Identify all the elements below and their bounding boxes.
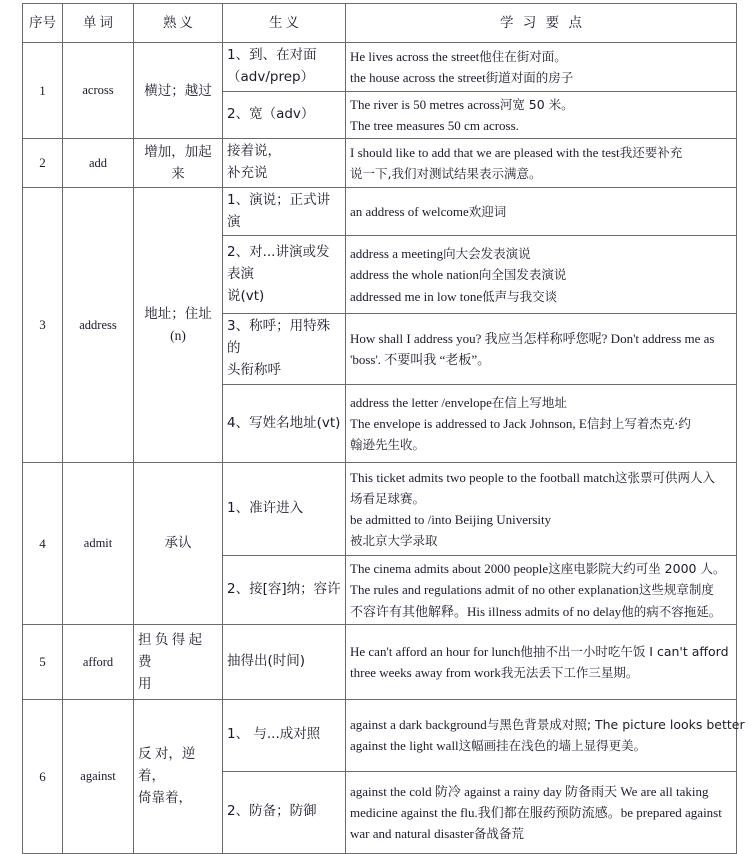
table-row [23,463,737,556]
new-meaning-cell [223,385,346,463]
study-point-line: address a meeting向大会发表演说 [350,246,531,262]
new-meaning-line: 接着说， [227,143,281,160]
word-cell: across [63,43,134,139]
study-point-line [350,488,732,509]
study-point-english: The rules and regulations admit of no other explanation [350,582,639,598]
study-point-line: The envelope is addressed to Jack Johnson, E信封上写着杰克·约 [350,415,691,431]
study-points-cell [346,43,737,92]
column-header-known-meaning: 熟义 [134,4,223,43]
study-point-english: The tree measures 50 cm across. [350,117,519,133]
study-point-english: addressed me in low tone [350,288,483,304]
study-point-line: three weeks away from work我无法丢下工作三星期。 [350,664,639,680]
study-point-english: 'boss'. 不要叫我 “老板”。 [350,352,491,368]
study-point-line [350,328,732,349]
word-cell: admit [63,463,134,625]
study-point-line: address the whole nation向全国发表演说 [350,267,567,283]
study-points-cell [346,91,737,138]
study-point-line: The rules and regulations admit of no other explanation这些规章制度 [350,582,714,598]
study-point-english: address a meeting [350,246,444,262]
new-meaning-cell [223,699,346,771]
new-meaning-cell [223,771,346,853]
study-points-cell [346,187,737,236]
new-meaning-line: （adv/prep） [227,68,315,85]
study-point-english: This ticket admits two people to the football match [350,469,615,485]
study-points-cell [346,463,737,556]
study-point-english: address the letter /envelope [350,394,492,410]
new-meaning-line: 头衔称呼 [227,362,281,379]
study-point-line: The river is 50 metres across河宽 50 米。 [350,96,574,112]
study-point-line: 不容许有其他解释。His illness admits of no delay他的病不容拖延。 [350,603,722,619]
study-point-line: I should like to add that we are pleased with the test我还要补充 [350,144,683,160]
column-header-word: 单词 [63,4,134,43]
column-header-index: 序号 [23,4,63,43]
new-meaning-cell [223,43,346,92]
study-point-line: against a dark background与黑色背景成对照; The picture looks better [350,717,745,733]
column-header-new-meaning: 生义 [223,4,346,43]
study-point-line: The cinema admits about 2000 people这座电影院大约可坐 2000 人。 [350,561,726,577]
known-meaning-cell: 承认 [134,463,223,625]
study-point-line: He lives across the street他住在街对面。 [350,48,567,64]
known-meaning-cell: 增加，加起来 [134,139,223,188]
study-point-english: an address of welcome [350,203,469,219]
study-points-cell [346,624,737,699]
study-point-line [350,781,732,802]
new-meaning-line: 3、称呼；用特殊的 [227,318,331,357]
study-point-english: address the whole nation [350,267,479,283]
new-meaning-line: 2、对...讲演或发表演 [227,244,330,283]
vocabulary-table [22,3,745,854]
study-point-english: war and natural disaster [350,825,474,841]
new-meaning-cell [223,314,346,385]
new-meaning-line: 说(vt) [227,287,265,304]
new-meaning-line: 2、接[容]纳；容许 [227,580,341,597]
study-point-line: against the light wall这幅画挂在浅色的墙上显得更美。 [350,738,647,754]
study-point-line: address the letter /envelope在信上写地址 [350,394,567,410]
new-meaning-cell [223,624,346,699]
header-row [23,4,737,43]
study-point-english: against the cold 防冷 against a rainy day 防备雨天 We are all taking [350,783,709,799]
study-point-english: He can't afford an hour for lunch [350,643,521,659]
study-point-english: The envelope is addressed to Jack Johnson, E [350,415,587,431]
study-point-english: 不容许有其他解释。His illness admits of no delay [350,603,622,619]
study-point-chinese: 翰逊先生收。 [350,437,426,453]
known-meaning-line: 倚靠着， [138,790,192,806]
study-point-line [350,530,732,551]
study-point-line: war and natural disaster备战备荒 [350,825,524,841]
new-meaning-cell [223,187,346,236]
study-points-cell [346,771,737,853]
study-point-english: the house across the street [350,69,486,85]
table-row [23,624,737,699]
study-points-cell [346,385,737,463]
row-index-cell: 5 [23,624,63,699]
word-cell: add [63,139,134,188]
study-point-english: How shall I address you? 我应当怎样称呼您呢? Don't address me as [350,331,715,347]
study-point-english: The cinema admits about 2000 people [350,561,549,577]
known-meaning-cell [134,624,223,699]
study-point-chinese: 场看足球赛。 [350,490,426,506]
study-point-line [350,434,732,455]
study-point-english: The river is 50 metres across [350,96,500,112]
new-meaning-cell [223,463,346,556]
row-index-cell: 1 [23,43,63,139]
study-point-english: three weeks away from work [350,664,501,680]
word-cell: address [63,187,134,462]
new-meaning-line: 补充说 [227,164,268,181]
column-header-study-points: 学 习 要 点 [346,4,737,43]
new-meaning-line: 2、防备；防御 [227,803,317,820]
row-index-cell: 4 [23,463,63,625]
study-point-english: He lives across the street [350,48,480,64]
new-meaning-line: 2、宽（adv） [227,105,315,122]
table-row [23,699,737,771]
new-meaning-line: 1、 与...成对照 [227,726,321,743]
table-body [23,43,745,854]
known-meaning-cell [134,699,223,853]
study-point-chinese: 说一下,我们对测试结果表示满意。 [350,165,542,181]
study-points-cell [346,314,737,385]
study-point-line [350,349,732,370]
study-point-line [350,163,732,184]
word-cell: against [63,699,134,853]
word-cell: afford [63,624,134,699]
table-header [23,4,737,43]
known-meaning-cell: 横过；越过 [134,43,223,139]
study-point-line: This ticket admits two people to the football match这张票可供两人入 [350,469,716,485]
study-point-line [350,509,732,530]
study-point-line [350,115,732,136]
table-row [23,139,737,188]
new-meaning-cell [223,139,346,188]
study-point-english: be admitted to /into Beijing University [350,512,552,528]
new-meaning-line: 1、准许进入 [227,500,304,517]
study-point-english: medicine against the flu.我们都在服药预防流感。be prepared against [350,804,722,820]
study-points-cell [346,139,737,188]
known-meaning-line: 反 对，逆 着， [138,746,196,784]
new-meaning-line: 1、演说；正式讲演 [227,191,331,230]
study-point-line: He can't afford an hour for lunch他抽不出一小时吃午饭 I can't afford [350,643,729,659]
row-index-cell: 3 [23,187,63,462]
study-point-line: addressed me in low tone低声与我交谈 [350,288,558,304]
row-index-cell: 6 [23,699,63,853]
study-point-english: I should like to add that we are pleased with the test [350,144,620,160]
row-index-cell: 2 [23,139,63,188]
study-point-english: against the light wall [350,738,459,754]
study-point-english: against a dark background [350,717,487,733]
study-point-line: an address of welcome欢迎词 [350,203,507,219]
known-meaning-cell: 地址；住址(n) [134,187,223,462]
new-meaning-cell [223,91,346,138]
study-point-line [350,802,732,823]
study-point-chinese: 被北京大学录取 [350,533,438,549]
new-meaning-cell [223,236,346,314]
new-meaning-cell [223,556,346,625]
new-meaning-line: 抽得出(时间) [227,652,306,669]
study-point-line: the house across the street街道对面的房子 [350,69,574,85]
table-row [23,43,737,92]
new-meaning-line: 1、到、在对面 [227,47,317,63]
known-meaning-line: 用 [138,675,152,691]
table-row [23,187,737,236]
new-meaning-line: 4、写姓名地址(vt) [227,414,341,431]
study-points-cell [346,236,737,314]
study-points-cell [346,699,745,771]
known-meaning-line: 担 负 得 起 费 [138,631,203,669]
study-points-cell [346,556,737,625]
